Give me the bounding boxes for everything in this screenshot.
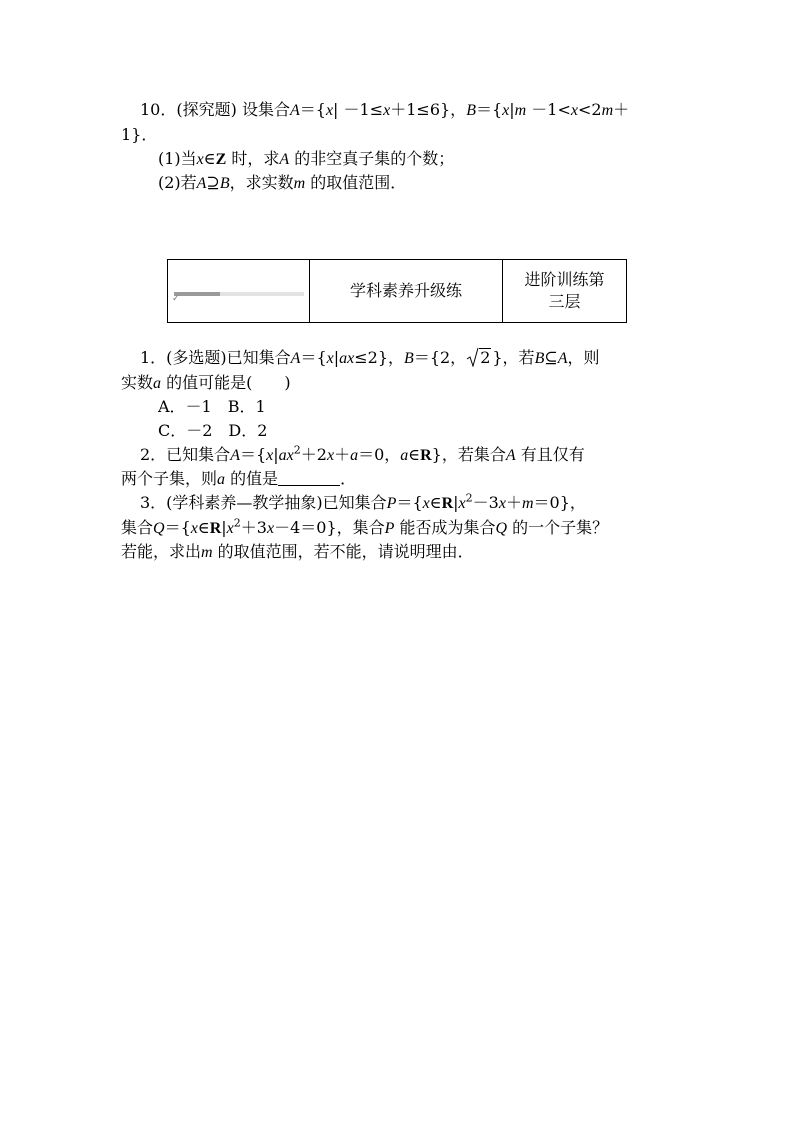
q2-line2: 两个子集，则a 的值是 ．: [121, 469, 357, 488]
answer-blank[interactable]: [278, 469, 340, 486]
q10-line1: 10．(探究题) 设集合A＝{x| －1≤x＋1≤6}，B＝{x|m －1<x<2m＋: [140, 100, 630, 119]
q3-line3: 若能，求出m 的取值范围，若不能，请说明理由．: [121, 542, 474, 561]
check-icon: ✓: [172, 294, 180, 304]
radical-sign: [466, 347, 479, 367]
banner-level: 进阶训练第 三层: [503, 260, 627, 323]
q1-line1: 1．(多选题)已知集合A＝{x|ax≤2}，B＝{2， 2 }，若B⊆A，则: [140, 348, 600, 367]
q1-options-cd: C．－2 D．2: [158, 421, 268, 440]
q10-part1: (1)当x∈Z 时，求A 的非空真子集的个数；: [158, 149, 455, 168]
section-banner: [167, 259, 627, 323]
progress-fill: [174, 292, 220, 296]
q3-line1: 3．(学科素养—教学抽象)已知集合$P=\{x\in R|x^2-3x+m=0\}$，: [140, 491, 586, 512]
q10-line2: 1}．: [121, 125, 158, 144]
q1-options-ab: A．－1 B．1: [158, 397, 266, 416]
progress-bar: [172, 292, 304, 304]
banner-progress-cell: [168, 260, 310, 323]
q1-line2: 实数a 的值可能是( ): [121, 373, 291, 392]
q10-part2: (2)若A⊇B，求实数m 的取值范围．: [158, 173, 407, 192]
q2-line1: 2．已知集合$A=\{x|ax^2+2x+a=0$，a∈R}，若集合A 有且仅有: [140, 443, 585, 464]
q3-line2: 集合$Q=\{x\in R|x^2+3x-4=0\}$，集合P 能否成为集合Q 的一个子集？: [121, 516, 609, 537]
banner-title: 学科素养升级练: [310, 260, 503, 323]
sqrt-symbol: 2: [466, 347, 491, 369]
